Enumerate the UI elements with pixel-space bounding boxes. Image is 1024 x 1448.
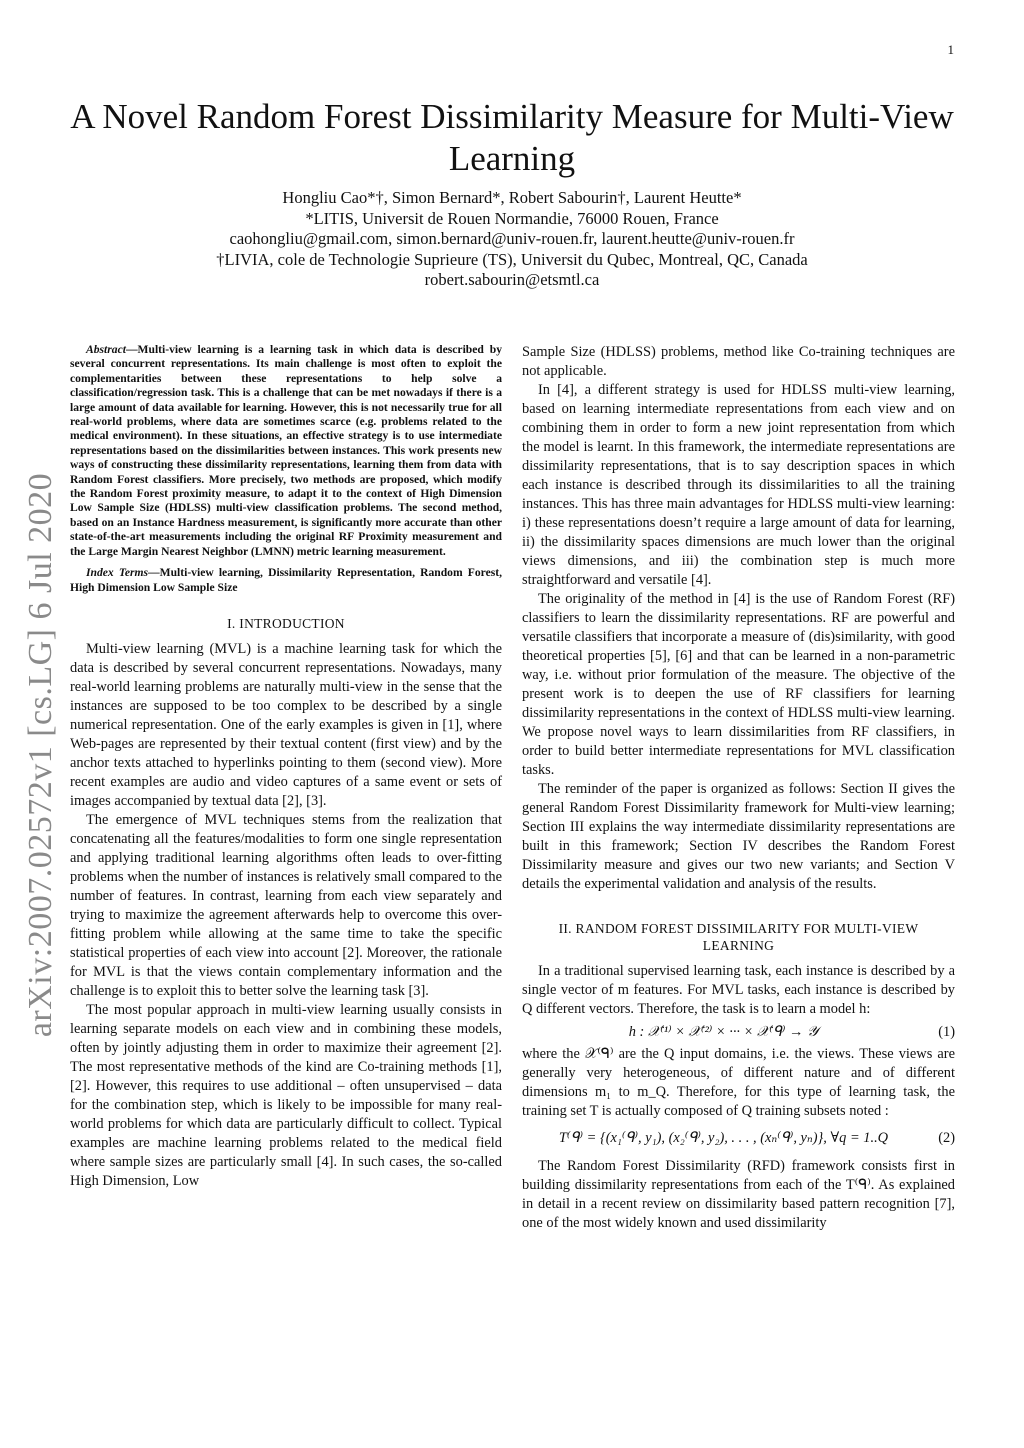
paper-title: A Novel Random Forest Dissimilarity Measure for Multi-View Learning xyxy=(70,97,954,178)
rfd-paragraph-2: where the 𝒳⁽ᑫ⁾ are the Q input domains, i.e. the views. These views are generally very heterogeneous, of different nature and of different dimensions m₁ to m_Q. Therefore, for this type of learning task, the training set T is actually composed of Q training subsets noted : xyxy=(522,1046,955,1119)
rfd-paragraph-3: The Random Forest Dissimilarity (RFD) framework consists first in building dissimilarity representations from each of the T⁽ᑫ⁾. As explained in detail in a recent review on dissimilarity based pattern recognition [7], one of the most widely known and used dissimilarity xyxy=(522,1158,955,1231)
equation-2-number: (2) xyxy=(938,1130,955,1146)
intro-paragraph-3-cont: Sample Size (HDLSS) problems, method like Co-training techniques are not applicable. xyxy=(522,344,955,379)
intro-paragraph-4: In [4], a different strategy is used for HDLSS multi-view learning, based on learning intermediate representations from each view and on combining them in order to form a new joint representation from which the model is learnt. In this framework, the intermediate representations are dissimilarity representations, that is to say description spaces in which each instance is described through its dissimilarities to all the training instances. This has three main advantages for HDLSS multi-view learning: i) these representations doesn’t require a large amount of data for learning, ii) the dissimilarity spaces dimensions are much lower than the original views dimensions, and iii) the combination step is much more straightforward and versatile [4]. xyxy=(522,382,955,588)
index-terms xyxy=(70,566,502,595)
author-names: Hongliu Cao*†, Simon Bernard*, Robert Sabourin†, Laurent Heutte* xyxy=(282,188,742,207)
affiliation-livia: †LIVIA, cole de Technologie Suprieure (TS), Universit du Qubec, Montreal, QC, Canada xyxy=(216,249,808,269)
affiliation-litis: *LITIS, Universit de Rouen Normandie, 76000 Rouen, France xyxy=(305,208,719,228)
index-terms-text: —Multi-view learning, Dissimilarity Representation, Random Forest, High Dimension Low Sample Size xyxy=(70,566,502,594)
page-number: 1 xyxy=(947,42,954,57)
intro-paragraph-3: The most popular approach in multi-view learning usually consists in learning separate models on each view and in combining these models, often by jointly adjusting them in order to maximize their agreement [2]. The most representative methods of the kind are Co-training methods [1], [2]. However, this requires to use additional – often unsupervised – data for the combination step, which is likely to be impossible for many real-world problems for which data are particularly difficult to collect. Typical examples are machine learning problems related to the medical field where sample sizes are particularly small [4]. In such cases, the so-called High Dimension, Low xyxy=(70,1001,502,1189)
author-block xyxy=(40,188,984,291)
intro-paragraph-5: The originality of the method in [4] is the use of Random Forest (RF) classifiers to learn the dissimilarity representations. RF are powerful and versatile classifiers that incorporate a measure of (dis)similarity, with good theoretical properties [5], [6] and that can be learned in a non-parametric way, i.e. without prior formulation of the measure. The objective of the present work is to deepen the use of RF classifiers for learning dissimilarity representations in the context of HDLSS multi-view learning. We propose novel ways to learn dissimilarities from RF classifiers, in order to build better intermediate representations for MVL classification tasks. xyxy=(522,591,955,778)
rfd-paragraph-1: In a traditional supervised learning task, each instance is described by a single vector of m features. For MVL tasks, each instance is described by Q different vectors. Therefore, the task is to learn a model h: xyxy=(522,963,955,1017)
equation-2 xyxy=(522,1121,955,1157)
arxiv-sidebar xyxy=(16,470,66,1040)
right-column xyxy=(522,343,955,1233)
author-email-sabourin: robert.sabourin@etsmtl.ca xyxy=(424,270,600,289)
equation-1-expression: h : 𝒳⁽¹⁾ × 𝒳⁽²⁾ × ··· × 𝒳⁽ᑫ⁾ → 𝒴 xyxy=(628,1024,819,1040)
abstract-label: Abstract xyxy=(86,343,126,356)
section-heading-introduction: I. INTRODUCTION xyxy=(227,615,345,631)
abstract xyxy=(70,343,502,559)
equation-1-number: (1) xyxy=(938,1024,955,1040)
equation-2-expression: T⁽ᑫ⁾ = {(x₁⁽ᑫ⁾, y₁), (x₂⁽ᑫ⁾, y₂), . . . , (xₙ⁽ᑫ⁾, yₙ)}, ∀q = 1..Q xyxy=(558,1130,889,1146)
section-heading-rfd: II. RANDOM FOREST DISSIMILARITY FOR MULTI-VIEW LEARNING xyxy=(558,921,919,953)
intro-paragraph-6: The reminder of the paper is organized as follows: Section II gives the general Random Forest Dissimilarity framework for Multi-view learning; Section III explains the way intermediate dissimilarity representations are built in this framework; Section IV describes the Random Forest Dissimilarity measure and gives our two new variants; and Section V details the experimental validation and analysis of the results. xyxy=(522,781,955,892)
left-column xyxy=(70,343,502,1191)
abstract-text: —Multi-view learning is a learning task in which data is described by several concurrent representations. Its main challenge is most often to exploit the complementarities between these representations to help solve a classification/regression task. This is a challenge that can be met nowadays if there is a large amount of data available for learning. However, this is not necessarily true for all real-world problems, where data are sometimes scarce (e.g. problems related to the medical environment). In these situations, an effective strategy is to use intermediate representations based on the dissimilarities between instances. This work presents new ways of constructing these dissimilarity representations, learning them from data with Random Forest classifiers. More precisely, two methods are proposed, which modify the Random Forest proximity measure, to adapt it to the context of High Dimension Low Sample Size (HDLSS) multi-view classification problems. The second method, based on an Instance Hardness measurement, is significantly more accurate than other state-of-the-art measurements including the original RF Proximity measurement and the Large Margin Nearest Neighbor (LMNN) metric learning measurement. xyxy=(70,343,502,558)
author-emails: caohongliu@gmail.com, simon.bernard@univ-rouen.fr, laurent.heutte@univ-rouen.fr xyxy=(229,229,795,248)
equation-1 xyxy=(522,1019,955,1045)
arxiv-id: arXiv:2007.02572v1 [cs.LG] 6 Jul 2020 xyxy=(22,472,59,1038)
intro-paragraph-1: Multi-view learning (MVL) is a machine learning task for which the data is described by several concurrent representations. Nowadays, many real-world learning problems are naturally multi-view in the sense that the instances are supposed to be too complex to be described by a single numerical representation. One of the early examples is given in [1], where Web-pages are represented by their textual content (first view) and by the anchor texts attached to hyperlinks pointing to them (second view). More recent examples are audio and video captures of a same event or sets of images accompanied by textual data [2], [3]. xyxy=(70,640,502,809)
index-terms-label: Index Terms xyxy=(86,566,149,580)
intro-paragraph-2: The emergence of MVL techniques stems from the realization that concatenating all the features/modalities to form one single representation and applying traditional learning algorithms often leads to over-fitting problems when the number of instances is relatively small compared to the number of features. In contrast, learning from each view separately and trying to maximize the agreement afterwards help to overcome this over-fitting problem while allowing at the same time to take the specific statistical properties of each view into account [2]. Moreover, the rationale for MVL is that the views contain complementary information and the challenge is to exploit this to better solve the learning task [3]. xyxy=(70,811,502,999)
